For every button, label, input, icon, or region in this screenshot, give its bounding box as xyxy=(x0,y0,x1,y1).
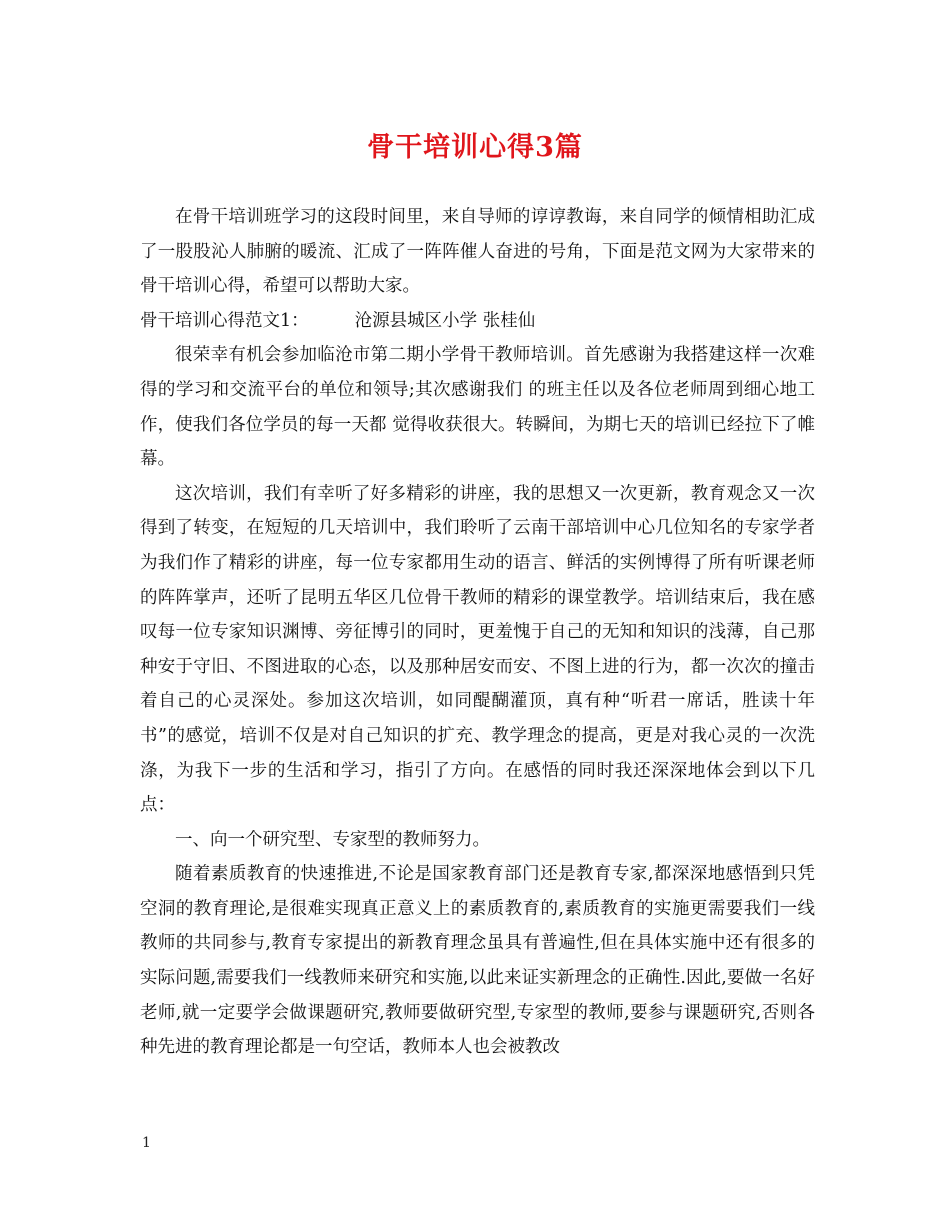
sample-heading xyxy=(140,304,815,339)
sample-heading-label: 骨干培训心得范文1： xyxy=(140,310,309,331)
section-heading-1: 一、向一个研究型、专家型的教师努力。 xyxy=(175,829,490,850)
body-paragraph-1: 很荣幸有机会参加临沧市第二期小学骨干教师培训。首先感谢为我搭建这样一次难得的学习和交流平台的单位和领导;其次感谢我们 的班主任以及各位老师周到细心地工作，使我们各位学员的每一天都 觉得收获很大。转瞬间，为期七天的培训已经拉下了帷幕。 xyxy=(140,345,815,470)
intro-paragraph: 在骨干培训班学习的这段时间里，来自导师的谆谆教诲，来自同学的倾情相助汇成了一股股沁人肺腑的暖流、汇成了一阵阵催人奋进的号角，下面是范文网为大家带来的骨干培训心得，希望可以帮助大家。 xyxy=(140,207,815,297)
document-body xyxy=(140,200,815,1065)
sample-heading-author: 沧源县城区小学 张桂仙 xyxy=(354,310,536,331)
page-number: 1 xyxy=(142,1135,151,1151)
body-paragraph-2: 这次培训，我们有幸听了好多精彩的讲座，我的思想又一次更新，教育观念又一次得到了转变，在短短的几天培训中，我们聆听了云南干部培训中心几位知名的专家学者为我们作了精彩的讲座，每一位专家都用生动的语言、鲜活的实例博得了所有听课老师的阵阵掌声，还听了昆明五华区几位骨干教师的精彩的课堂教学。培训结束后，我在感叹每一位专家知识渊博、旁征博引的同时，更羞愧于自己的无知和知识的浅薄，自己那种安于守旧、不图进取的心态，以及那种居安而安、不图上进的行为，都一次次的撞击着自己的心灵深处。参加这次培训，如同醍醐灌顶，真有种“听君一席话，胜读十年书”的感觉，培训不仅是对自己知识的扩充、教学理念的提高，更是对我心灵的一次洗涤，为我下一步的生活和学习，指引了方向。在感悟的同时我还深深地体会到以下几点： xyxy=(140,483,815,816)
body-paragraph-3: 随着素质教育的快速推进,不论是国家教育部门还是教育专家,都深深地感悟到只凭空洞的教育理论,是很难实现真正意义上的素质教育的,素质教育的实施更需要我们一线教师的共同参与,教育专家提出的新教育理念虽具有普遍性,但在具体实施中还有很多的实际问题,需要我们一线教师来研究和实施,以此来证实新理念的正确性.因此,要做一名好老师,就一定要学会做课题研究,教师要做研究型,专家型的教师,要参与课题研究,否则各种先进的教育理论都是一句空话，教师本人也会被教改 xyxy=(140,864,815,1058)
document-title: 骨干培训心得3篇 xyxy=(367,132,583,163)
